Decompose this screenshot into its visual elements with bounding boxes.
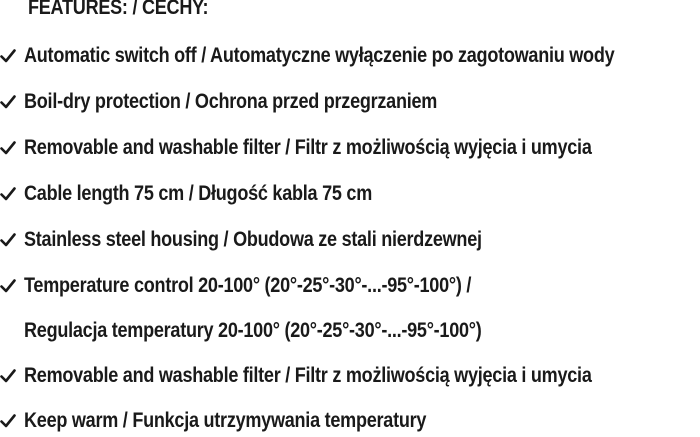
feature-item — [0, 225, 556, 255]
checkmark-icon — [0, 87, 24, 117]
feature-text: Removable and washable filter / Filtr z możliwością wyjęcia i umycia — [24, 136, 592, 159]
checkmark-icon — [0, 179, 24, 209]
feature-text: Temperature control 20-100° (20°-25°-30°-...-95°-100°) / — [24, 274, 472, 297]
checkmark-icon — [0, 406, 24, 436]
feature-text: Stainless steel housing / Obudowa ze stali nierdzewnej — [24, 228, 482, 251]
feature-text: Cable length 75 cm / Długość kabla 75 cm — [24, 182, 373, 205]
checkmark-icon — [0, 271, 24, 301]
feature-item — [0, 271, 544, 301]
feature-text: Keep warm / Funkcja utrzymywania temperatury — [24, 409, 427, 432]
checkmark-icon — [0, 133, 24, 163]
checkmark-icon — [0, 41, 24, 71]
feature-text-continuation: Regulacja temperatury 20-100° (20°-25°-30°-...-95°-100°) — [24, 319, 482, 342]
checkmark-icon — [0, 225, 24, 255]
checkmark-icon — [0, 361, 24, 391]
features-heading: FEATURES: / CECHY: — [28, 0, 209, 19]
feature-item — [0, 41, 700, 71]
feature-item-continuation — [0, 316, 556, 346]
feature-item — [0, 406, 492, 436]
feature-text: Boil-dry protection / Ochrona przed przegrzaniem — [24, 90, 438, 113]
feature-item — [0, 361, 684, 391]
feature-text: Automatic switch off / Automatyczne wyłączenie po zagotowaniu wody — [24, 44, 615, 67]
feature-item — [0, 179, 429, 209]
feature-text: Removable and washable filter / Filtr z możliwością wyjęcia i umycia — [24, 364, 592, 387]
feature-item — [0, 87, 504, 117]
feature-item — [0, 133, 684, 163]
